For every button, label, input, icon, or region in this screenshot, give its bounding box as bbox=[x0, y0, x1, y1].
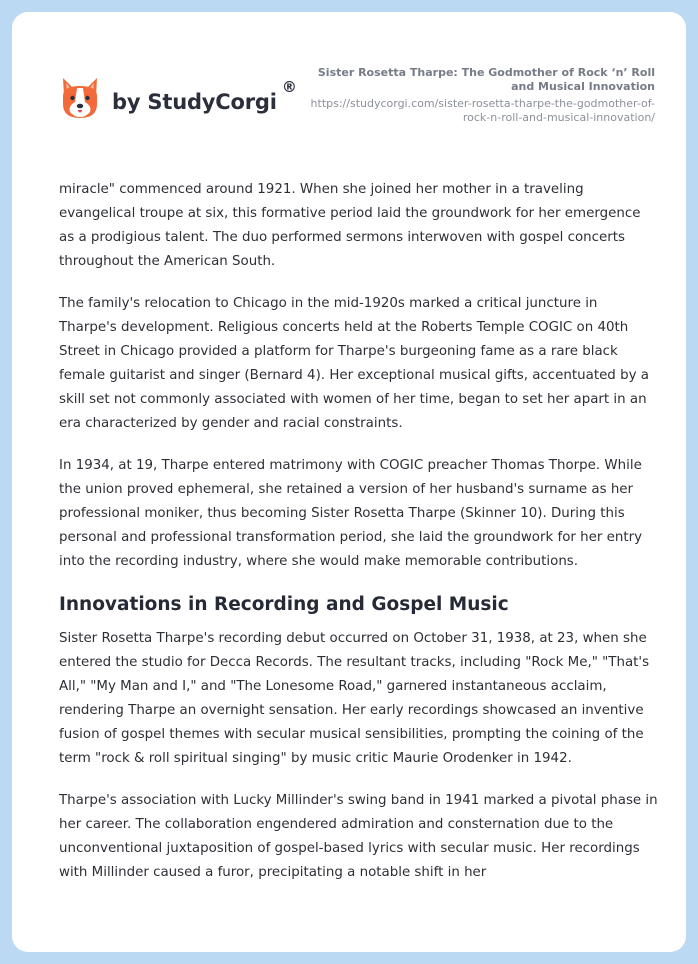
paragraph: Sister Rosetta Tharpe's recording debut occurred on October 31, 1938, at 23, when she entered the studio for Decca Records. The resultant tracks, including "Rock Me," "That's All," "My Man and I," and "The Lonesome Road," garnered instantaneous acclaim, rendering Tharpe an overnight sensation. Her early recordings showcased an inventive fusion of gospel themes with secular musical sensibilities, prompting the coining of the term "rock & roll spiritual singing" by music critic Maurie Orodenker in 1942. bbox=[59, 631, 650, 766]
document-body bbox=[59, 178, 659, 903]
brand-name bbox=[112, 78, 297, 114]
section-heading: Innovations in Recording and Gospel Music bbox=[59, 594, 509, 615]
document-header-meta bbox=[295, 66, 655, 125]
brand-text: by StudyCorgi bbox=[112, 90, 277, 114]
paragraph: Tharpe's association with Lucky Millinder's swing band in 1941 marked a pivotal phase in her career. The collaboration engendered admiration and consternation due to the unconventional juxtaposition of gospel-based lyrics with secular music. Her recordings with Millinder caused a furor, precipitating a notable shift in her bbox=[59, 793, 658, 880]
paragraph: The family's relocation to Chicago in the mid-1920s marked a critical juncture in Tharpe's development. Religious concerts held at the Roberts Temple COGIC on 40th Street in Chicago provided a platform for Tharpe's burgeoning fame as a rare black female guitarist and singer (Bernard 4). Her exceptional musical gifts, accentuated by a skill set not commonly associated with women of her time, began to set her apart in an era characterized by gender and racial constraints. bbox=[59, 296, 649, 431]
paragraph: In 1934, at 19, Tharpe entered matrimony with COGIC preacher Thomas Thorpe. While the union proved ephemeral, she retained a version of her husband's surname as her professional moniker, thus becoming Sister Rosetta Tharpe (Skinner 10). During this personal and professional transformation period, she laid the groundwork for her entry into the recording industry, where she would make memorable contributions. bbox=[59, 458, 643, 569]
corgi-logo-icon bbox=[60, 76, 100, 120]
registered-mark: ® bbox=[281, 78, 297, 96]
document-url[interactable]: https://studycorgi.com/sister-rosetta-tharpe-the-godmother-of-rock-n-roll-and-musical-innovation/ bbox=[310, 97, 655, 124]
studycorgi-logo[interactable] bbox=[60, 76, 297, 120]
paragraph: miracle" commenced around 1921. When she joined her mother in a traveling evangelical troupe at six, this formative period laid the groundwork for her emergence as a prodigious talent. The duo performed sermons interwoven with gospel concerts throughout the American South. bbox=[59, 182, 641, 269]
document-page bbox=[12, 12, 686, 952]
document-title: Sister Rosetta Tharpe: The Godmother of Rock ‘n’ Roll and Musical Innovation bbox=[317, 66, 655, 93]
